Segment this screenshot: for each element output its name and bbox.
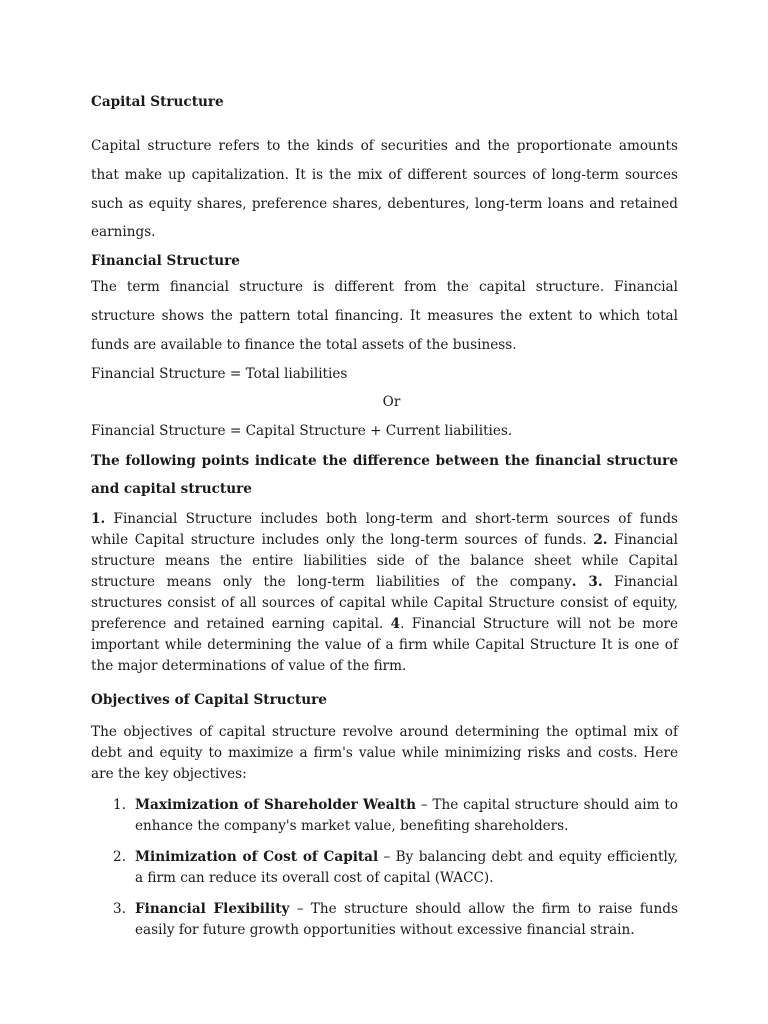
point-text: Financial structure means the entire liabilities side of the balance sheet while Capital structure means only the long-term liabilities of the company <box>91 531 678 590</box>
page-title: Capital Structure <box>91 94 224 110</box>
financial-structure-paragraph: The term financial structure is different from the capital structure. Financial structure shows the pattern total financing. It measures the extent to which total funds are available to finance the total assets of the business. <box>91 279 678 353</box>
point-number: . 3. <box>571 573 603 590</box>
formula-capital-plus-current: Financial Structure = Capital Structure + Current liabilities. <box>91 423 513 440</box>
financial-structure-heading: Financial Structure <box>91 253 240 270</box>
formula-total-liabilities: Financial Structure = Total liabilities <box>91 365 348 382</box>
objective-title: Financial Flexibility <box>135 900 290 917</box>
objectives-list <box>91 795 678 941</box>
objective-text: – By balancing debt and equity efficiently, a firm can reduce its overall cost of capital (WACC). <box>135 848 678 886</box>
list-number: 2. <box>113 848 126 865</box>
point-text: Financial Structure includes both long-term and short-term sources of funds while Capital structure includes only the long-term sources of funds. <box>91 510 678 548</box>
list-item <box>91 899 678 941</box>
objective-text: – The structure should allow the firm to raise funds easily for future growth opportunities without excessive financial strain. <box>135 900 678 938</box>
difference-heading: The following points indicate the difference between the financial structure and capital structure <box>91 452 678 498</box>
intro-paragraph: Capital structure refers to the kinds of securities and the proportionate amounts that make up capitalization. It is the mix of different sources of long-term sources such as equity shares, preference shares, debentures, long-term loans and retained earnings. <box>91 138 678 241</box>
or-separator: Or <box>382 394 401 411</box>
point-text: . Financial Structure will not be more important while determining the value of a firm while Capital Structure It is one of the major determinations of value of the firm. <box>91 615 678 674</box>
objectives-heading: Objectives of Capital Structure <box>91 691 327 708</box>
point-number: 2. <box>593 531 608 548</box>
objective-text: – The capital structure should aim to enhance the company's market value, benefiting shareholders. <box>135 796 678 834</box>
list-number: 1. <box>113 796 126 813</box>
objective-title: Minimization of Cost of Capital <box>135 848 379 865</box>
point-number: 4 <box>390 615 401 632</box>
document-page <box>91 90 678 951</box>
objectives-intro: The objectives of capital structure revolve around determining the optimal mix of debt and equity to maximize a firm's value while minimizing risks and costs. Here are the key objectives: <box>91 723 678 782</box>
objective-title: Maximization of Shareholder Wealth <box>135 796 416 813</box>
point-number: 1. <box>91 510 106 527</box>
difference-points <box>91 509 678 677</box>
list-number: 3. <box>113 900 126 917</box>
point-text: Financial structures consist of all sources of capital while Capital Structure consist of equity, preference and retained earning capital. <box>91 573 678 632</box>
list-item <box>91 795 678 837</box>
list-item <box>91 847 678 889</box>
